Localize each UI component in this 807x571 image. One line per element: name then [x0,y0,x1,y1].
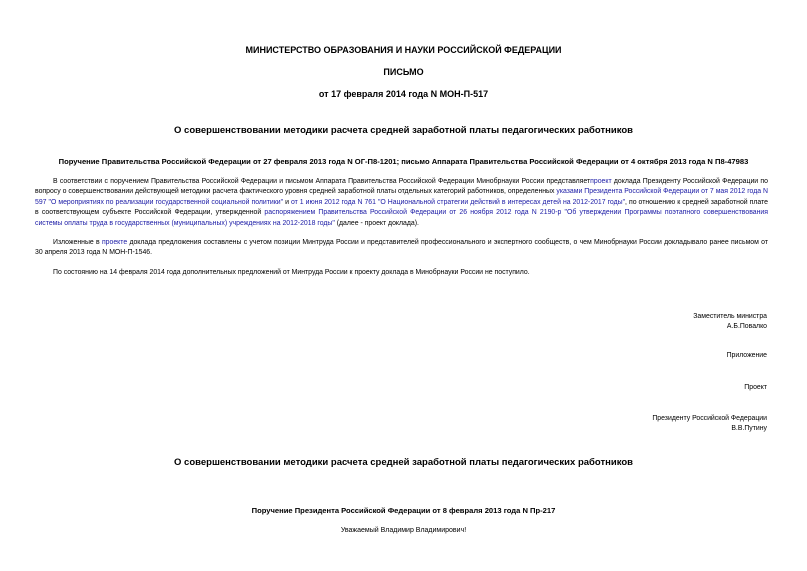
draft-basis: Поручение Президента Российской Федерации от 8 февраля 2013 года N Пр-217 [251,506,556,515]
paragraph-1-text-1: В соответствии с поручением Правительства Российской Федерации и письмом Аппарата Правительства Российской Федерации Минобрнауки России представляет [53,178,591,185]
addressee-line-1: Президенту Российской Федерации [652,415,767,422]
order-2190-link[interactable]: распоряжением Правительства Российской Федерации от 26 ноября 2012 года N 2190-р "Об утверждении Программы поэтапного совершенствования системы оплаты труда в государственных (муниципальных) учреждениях на 2012-2018 годы" [35,209,768,227]
greeting: Уважаемый Владимир Владимирович! [340,527,467,534]
draft-link[interactable]: проект [590,178,612,185]
paragraph-1-text-4: , по отношению к средней заработной плате в соответствующем субъекте Российской Федерации, утвержденной [35,198,769,217]
paragraph-3: По состоянию на 14 февраля 2014 года дополнительных предложений от Минтруда России к проекту доклада в Минобрнауки России не поступило. [53,269,530,276]
paragraph-2-text-2: доклада предложения составлены с учетом позиции Минтруда России и представителей профессионального и экспертного сообществ, о чем Минобрнауки России докладывало ранее письмом от 30 апреля 2013 года N МОН-П-1546. [35,239,768,257]
doc-type-heading: ПИСЬМО [383,67,424,77]
ministry-heading: МИНИСТЕРСТВО ОБРАЗОВАНИЯ И НАУКИ РОССИЙСКОЙ ФЕДЕРАЦИИ [245,45,562,55]
paragraph-1-text-3: и [283,198,291,206]
document-basis: Поручение Правительства Российской Федерации от 27 февраля 2013 года N ОГ-П8-1201; письмо Аппарата Правительства Российской Федерации от 4 октября 2013 года N П8-47983 [58,157,749,166]
signature-name: А.Б.Повалко [726,323,767,331]
paragraph-2 [35,238,768,259]
draft-link-2[interactable]: проекте [101,239,128,246]
decree-761-link[interactable]: от 1 июня 2012 года N 761 "О Национальной стратегии действий в интересах детей на 2012-2017 годы" [290,198,626,206]
addressee-line-2: В.В.Путину [731,425,767,433]
attachment-text: Приложение [726,352,767,359]
draft-text: Проект [744,384,767,391]
signature-block [693,312,767,333]
draft-title: О совершенствовании методики расчета средней заработной платы педагогических работников [174,457,633,468]
paragraph-2-text-1: Изложенные в [53,239,102,246]
draft-label [744,383,767,393]
decree-597-link[interactable]: указами Президента Российской Федерации от 7 мая 2012 года N 597 "О мероприятиях по реализации государственной социальной политики" [35,188,769,206]
paragraph-1-text-5: (далее - проект доклада). [334,219,419,227]
signature-position: Заместитель министра [693,313,767,320]
doc-date-number: от 17 февраля 2014 года N МОН-П-517 [318,89,489,99]
paragraph-1-text-2: доклада Президенту Российской Федерации по вопросу о совершенствовании действующей методики расчета фактического уровня средней заработной платы отдельных категорий работников, определенных [35,178,768,196]
attachment-label [727,351,767,361]
document-title: О совершенствовании методики расчета средней заработной платы педагогических работников [174,125,633,136]
addressee-block [652,414,767,435]
paragraph-1 [35,177,768,229]
